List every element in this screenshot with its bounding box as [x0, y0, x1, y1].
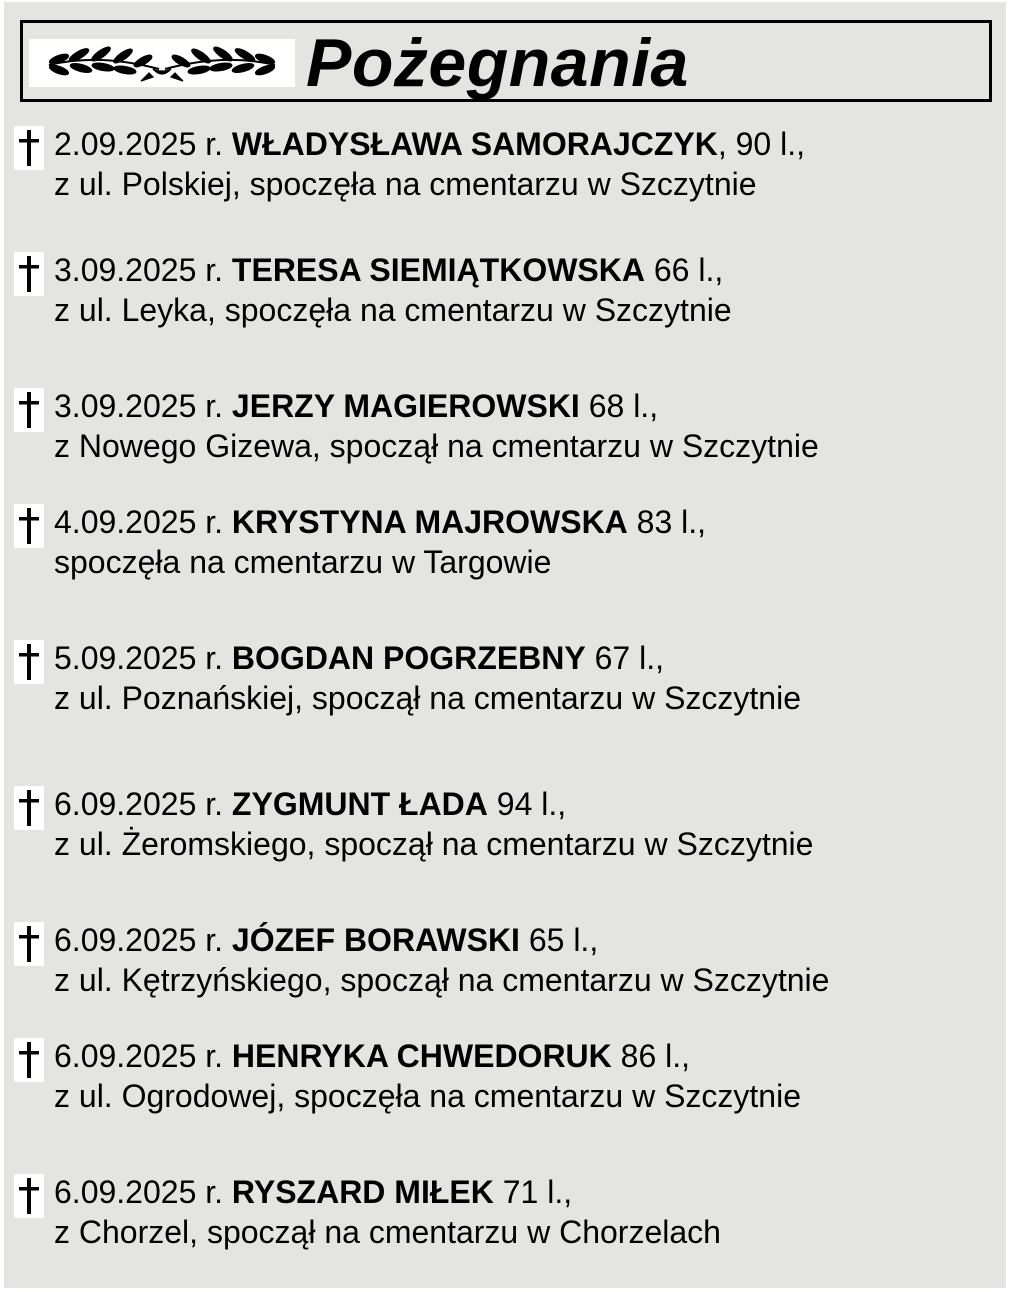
- entry-date: 6.09.2025 r.: [54, 786, 224, 822]
- entry-detail: spoczęła na cmentarzu w Targowie: [54, 544, 552, 580]
- entry-date: 3.09.2025 r.: [54, 388, 224, 424]
- entry-name: ZYGMUNT ŁADA: [231, 786, 488, 822]
- entry-name: JÓZEF BORAWSKI: [231, 922, 520, 958]
- entry-detail: z ul. Ogrodowej, spoczęła na cmentarzu w Szczytnie: [54, 1078, 801, 1114]
- entry-age: 71 l.,: [493, 1174, 573, 1210]
- entry-heading: [54, 124, 805, 164]
- cross-icon: [14, 786, 44, 830]
- cross-icon: [14, 252, 44, 296]
- entry-name: TERESA SIEMIĄTKOWSKA: [231, 252, 645, 288]
- page-title: Pożegnania: [306, 25, 689, 101]
- cross-icon: [14, 1038, 44, 1082]
- cross-icon: [14, 388, 44, 432]
- entry-date: 5.09.2025 r.: [54, 640, 224, 676]
- header-frame: [20, 20, 992, 102]
- entry-detail: z ul. Kętrzyńskiego, spoczął na cmentarzu w Szczytnie: [54, 962, 830, 998]
- entry-name: JERZY MAGIEROWSKI: [231, 388, 580, 424]
- entry-name: WŁADYSŁAWA SAMORAJCZYK: [231, 126, 718, 162]
- entry-date: 4.09.2025 r.: [54, 504, 224, 540]
- entry-detail: z Nowego Gizewa, spoczął na cmentarzu w Szczytnie: [54, 428, 819, 464]
- entry-age: 67 l.,: [585, 640, 664, 676]
- entry-detail: z Chorzel, spoczął na cmentarzu w Chorzelach: [54, 1214, 721, 1250]
- cross-icon: [14, 504, 44, 548]
- entry-date: 6.09.2025 r.: [54, 1174, 224, 1210]
- entry-date: 6.09.2025 r.: [54, 1038, 224, 1074]
- entry-date: 6.09.2025 r.: [54, 922, 224, 958]
- entry-date: 2.09.2025 r.: [54, 126, 224, 162]
- obituary-panel: [4, 2, 1006, 1288]
- entry-heading: [54, 920, 598, 960]
- entry-heading: [54, 250, 723, 290]
- entry-heading: [54, 784, 566, 824]
- entry-name: RYSZARD MIŁEK: [231, 1174, 494, 1210]
- cross-icon: [14, 126, 44, 170]
- cross-icon: [14, 640, 44, 684]
- entry-age: 83 l.,: [627, 504, 707, 540]
- entry-detail: z ul. Poznańskiej, spoczął na cmentarzu w Szczytnie: [54, 680, 801, 716]
- entry-date: 3.09.2025 r.: [54, 252, 224, 288]
- entry-detail: z ul. Leyka, spoczęła na cmentarzu w Szczytnie: [54, 292, 732, 328]
- entry-heading: [54, 1036, 690, 1076]
- entry-heading: [54, 502, 706, 542]
- entry-age: 94 l.,: [487, 786, 567, 822]
- laurel-wreath-icon: [29, 39, 295, 87]
- entry-heading: [54, 1172, 572, 1212]
- entry-age: 66 l.,: [644, 252, 724, 288]
- entry-detail: z ul. Polskiej, spoczęła na cmentarzu w Szczytnie: [54, 166, 757, 202]
- entry-name: KRYSTYNA MAJROWSKA: [231, 504, 628, 540]
- entry-age: 86 l.,: [611, 1038, 691, 1074]
- entry-heading: [54, 386, 658, 426]
- entry-age: 65 l.,: [519, 922, 599, 958]
- cross-icon: [14, 922, 44, 966]
- entry-name: BOGDAN POGRZEBNY: [231, 640, 586, 676]
- cross-icon: [14, 1174, 44, 1218]
- entry-age: , 90 l.,: [717, 126, 805, 162]
- entry-detail: z ul. Żeromskiego, spoczął na cmentarzu w Szczytnie: [54, 826, 814, 862]
- entry-heading: [54, 638, 664, 678]
- entry-name: HENRYKA CHWEDORUK: [231, 1038, 612, 1074]
- entry-age: 68 l.,: [579, 388, 659, 424]
